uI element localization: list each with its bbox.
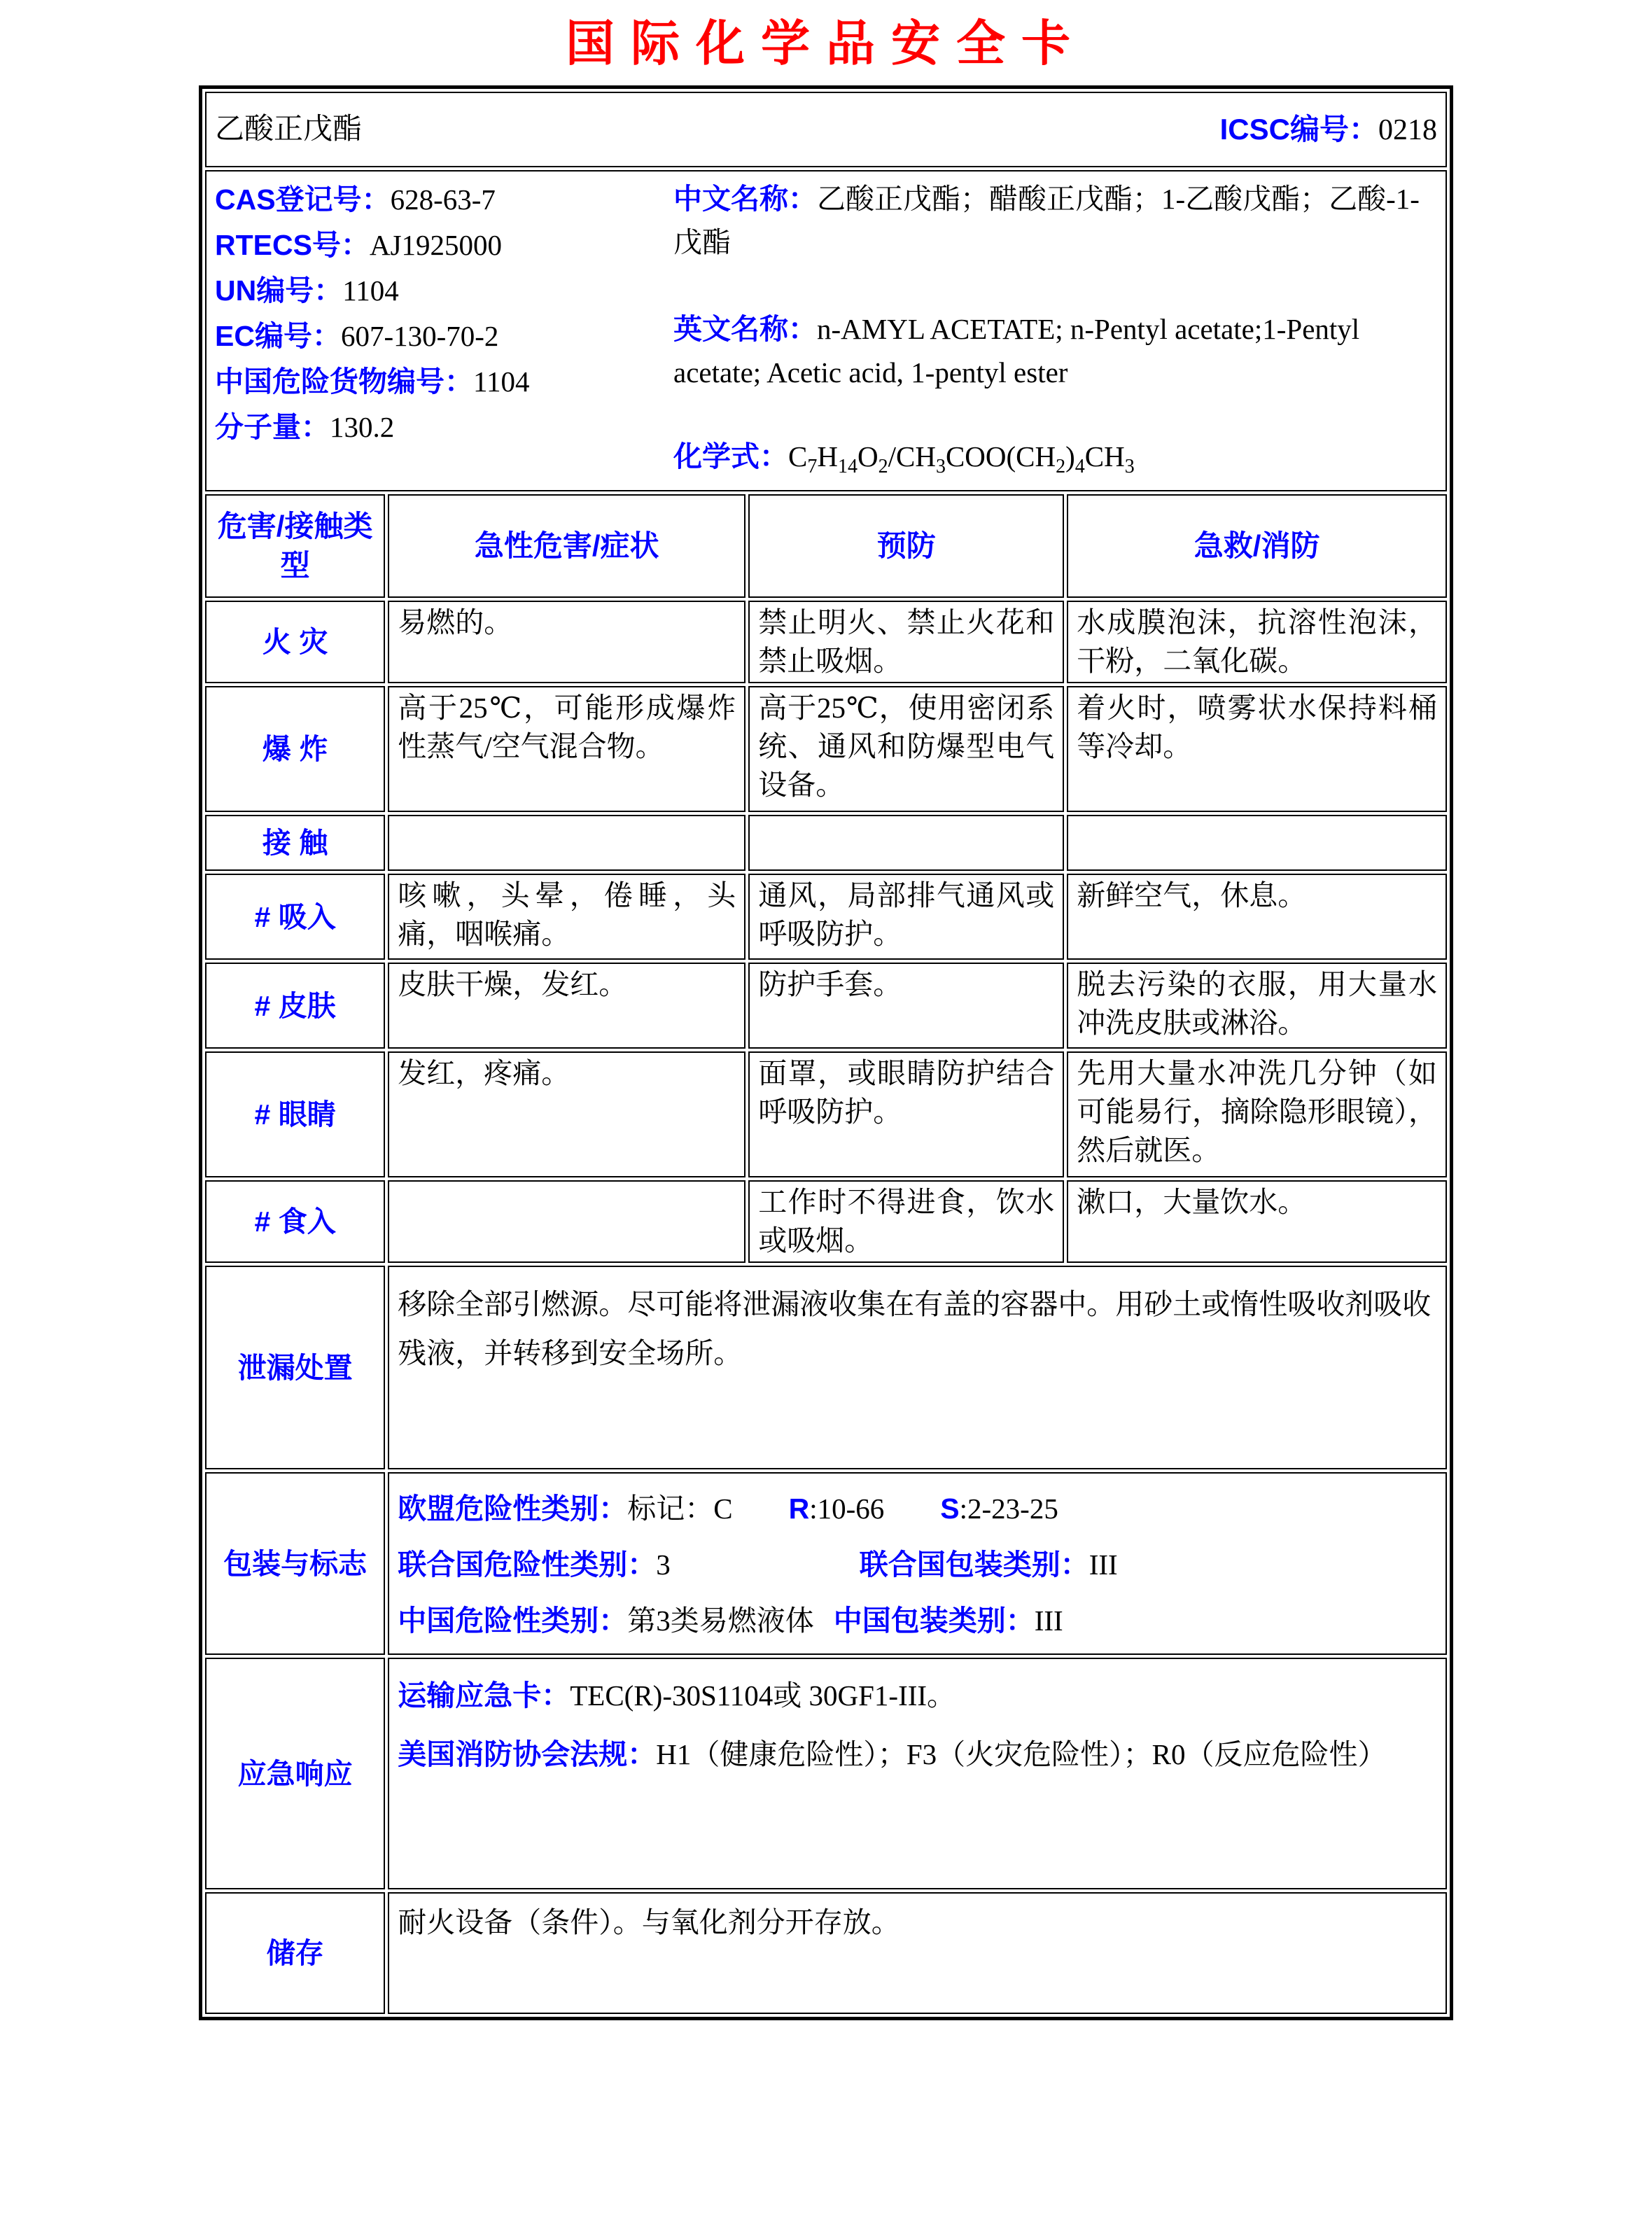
eu-hazard-class-line bbox=[398, 1481, 1437, 1537]
hazard-label-fire: 火 灾 bbox=[205, 601, 385, 683]
molecular-weight-label: 分子量： bbox=[215, 411, 330, 443]
skin-prevention-cell: 防护手套。 bbox=[748, 963, 1064, 1049]
skin-firstaid-cell: 脱去污染的衣服，用大量水冲洗皮肤或淋浴。 bbox=[1067, 963, 1447, 1049]
ingestion-symptoms-cell bbox=[388, 1180, 746, 1263]
section-label-spill: 泄漏处置 bbox=[205, 1266, 385, 1469]
chemical-formula: $C_7H_{14}O_2/CH_3COO(CH_2)_4CH_3$ bbox=[788, 440, 1135, 478]
spill-text: 移除全部引燃源。尽可能将泄漏液收集在有盖的容器中。用砂土或惰性吸收剂吸收残液，并转移到安全场所。 bbox=[398, 1288, 1432, 1370]
chinese-name-value: 乙酸正戊酯；醋酸正戊酯；1-乙酸戊酯；乙酸-1-戊酯 bbox=[673, 183, 1420, 258]
s-phrase-value: :2-23-25 bbox=[959, 1492, 1058, 1525]
eu-hazard-class-label: 欧盟危险性类别： bbox=[398, 1492, 628, 1525]
rtecs-number-line bbox=[215, 223, 673, 268]
inhalation-firstaid-cell: 新鲜空气，休息。 bbox=[1067, 874, 1447, 960]
hazard-row-inhalation bbox=[205, 874, 1447, 960]
contact-firstaid-cell bbox=[1067, 815, 1447, 871]
section-row-emergency bbox=[205, 1658, 1447, 1889]
fire-symptoms-cell: 易燃的。 bbox=[388, 601, 746, 683]
china-hazard-class-label: 中国危险性类别： bbox=[398, 1604, 628, 1637]
section-row-spill bbox=[205, 1266, 1447, 1469]
un-label: UN编号： bbox=[215, 274, 343, 307]
china-dg-value: 1104 bbox=[473, 365, 530, 398]
contact-symptoms-cell bbox=[388, 815, 746, 871]
registry-numbers-block bbox=[215, 177, 673, 491]
section-label-storage: 储存 bbox=[205, 1892, 385, 2014]
eyes-firstaid-cell: 先用大量水冲洗几分钟（如可能易行，摘除隐形眼镜），然后就医。 bbox=[1067, 1051, 1447, 1177]
chemical-name: 乙酸正戊酯 bbox=[215, 113, 363, 146]
hazard-row-skin bbox=[205, 963, 1447, 1049]
fire-prevention-cell: 禁止明火、禁止火花和禁止吸烟。 bbox=[748, 601, 1064, 683]
hazard-label-contact: 接 触 bbox=[205, 815, 385, 871]
page-title: 国际化学品安全卡 bbox=[566, 16, 1086, 71]
hazard-label-explosion: 爆 炸 bbox=[205, 686, 385, 812]
un-hazard-class-value: 3 bbox=[656, 1548, 671, 1581]
ingestion-firstaid-cell: 漱口，大量饮水。 bbox=[1067, 1180, 1447, 1263]
china-packing-group-label: 中国包装类别： bbox=[833, 1604, 1035, 1637]
chinese-name-line bbox=[673, 177, 1437, 264]
transport-emergency-card-value: TEC(R)-30S1104或 30GF1-III。 bbox=[570, 1679, 956, 1712]
un-packing-group-value: III bbox=[1088, 1548, 1118, 1581]
hazard-row-fire bbox=[205, 601, 1447, 683]
eu-mark-value: 标记：C bbox=[627, 1492, 733, 1525]
nfpa-code-line bbox=[398, 1725, 1437, 1784]
hazard-row-ingestion bbox=[205, 1180, 1447, 1263]
china-dg-number-line bbox=[215, 359, 673, 405]
identifiers-cell bbox=[205, 170, 1447, 491]
hazard-label-ingestion: # 食入 bbox=[205, 1180, 385, 1263]
transport-emergency-card-label: 运输应急卡： bbox=[398, 1679, 570, 1712]
hazard-label-skin: # 皮肤 bbox=[205, 963, 385, 1049]
un-hazard-class-label: 联合国危险性类别： bbox=[398, 1548, 657, 1581]
rtecs-value: AJ1925000 bbox=[369, 229, 503, 261]
col-header-firstaid: 急救/消防 bbox=[1067, 494, 1447, 598]
col-header-prevention: 预防 bbox=[748, 494, 1064, 598]
eyes-symptoms-cell: 发红，疼痛。 bbox=[388, 1051, 746, 1177]
packaging-content-cell bbox=[388, 1472, 1447, 1655]
china-packing-group-value: III bbox=[1034, 1604, 1063, 1637]
icsc-card-table bbox=[199, 85, 1453, 2020]
english-name-label: 英文名称： bbox=[673, 313, 817, 345]
cas-label: CAS登记号： bbox=[215, 183, 391, 216]
china-hazard-class-value: 第3类易燃液体 bbox=[627, 1604, 814, 1637]
transport-emergency-card-line bbox=[398, 1666, 1437, 1725]
china-class-line bbox=[398, 1593, 1437, 1649]
explosion-symptoms-cell: 高于25℃，可能形成爆炸性蒸气/空气混合物。 bbox=[388, 686, 746, 812]
storage-text: 耐火设备（条件）。与氧化剂分开存放。 bbox=[398, 1906, 900, 1939]
s-phrase-label: S bbox=[940, 1492, 960, 1525]
molecular-weight-line bbox=[215, 405, 673, 450]
contact-prevention-cell bbox=[748, 815, 1064, 871]
section-label-packaging: 包装与标志 bbox=[205, 1472, 385, 1655]
col-header-symptoms: 急性危害/症状 bbox=[388, 494, 746, 598]
english-name-line bbox=[673, 307, 1437, 394]
section-row-storage bbox=[205, 1892, 1447, 2014]
ec-number-line bbox=[215, 314, 673, 359]
storage-content-cell bbox=[388, 1892, 1447, 2014]
hazard-row-explosion bbox=[205, 686, 1447, 812]
spill-content-cell bbox=[388, 1266, 1447, 1469]
col-header-hazard-type: 危害/接触类型 bbox=[205, 494, 385, 598]
r-phrase-value: :10-66 bbox=[809, 1492, 885, 1525]
cas-value: 628-63-7 bbox=[390, 183, 496, 216]
ec-label: EC编号： bbox=[215, 320, 341, 352]
icsc-number-value: 0218 bbox=[1378, 113, 1437, 146]
un-packing-group-label: 联合国包装类别： bbox=[859, 1548, 1089, 1581]
emergency-content-cell bbox=[388, 1658, 1447, 1889]
nfpa-code-value: H1（健康危险性）；F3（火灾危险性）；R0（反应危险性） bbox=[656, 1738, 1387, 1771]
nfpa-code-label: 美国消防协会法规： bbox=[398, 1738, 657, 1771]
name-header-cell bbox=[205, 92, 1447, 167]
chinese-name-label: 中文名称： bbox=[673, 183, 817, 215]
section-label-emergency: 应急响应 bbox=[205, 1658, 385, 1889]
eyes-prevention-cell: 面罩，或眼睛防护结合呼吸防护。 bbox=[748, 1051, 1064, 1177]
explosion-firstaid-cell: 着火时，喷雾状水保持料桶等冷却。 bbox=[1067, 686, 1447, 812]
ingestion-prevention-cell: 工作时不得进食，饮水或吸烟。 bbox=[748, 1180, 1064, 1263]
chemical-names-block bbox=[673, 177, 1437, 491]
explosion-prevention-cell: 高于25℃，使用密闭系统、通风和防爆型电气设备。 bbox=[748, 686, 1064, 812]
hazard-label-inhalation: # 吸入 bbox=[205, 874, 385, 960]
molecular-weight-value: 130.2 bbox=[330, 411, 395, 443]
section-row-packaging bbox=[205, 1472, 1447, 1655]
r-phrase-label: R bbox=[788, 1492, 810, 1525]
hazard-label-eyes: # 眼睛 bbox=[205, 1051, 385, 1177]
hazard-row-contact bbox=[205, 815, 1447, 871]
un-number-line bbox=[215, 268, 673, 314]
hazard-row-eyes bbox=[205, 1051, 1447, 1177]
fire-firstaid-cell: 水成膜泡沫，抗溶性泡沫，干粉，二氧化碳。 bbox=[1067, 601, 1447, 683]
un-class-line bbox=[398, 1537, 1437, 1593]
china-dg-label: 中国危险货物编号： bbox=[215, 365, 473, 398]
cas-number-line bbox=[215, 177, 673, 223]
inhalation-prevention-cell: 通风，局部排气通风或呼吸防护。 bbox=[748, 874, 1064, 960]
formula-line bbox=[673, 435, 1437, 489]
icsc-number-label: ICSC编号： bbox=[1219, 112, 1378, 146]
un-value: 1104 bbox=[342, 274, 399, 307]
skin-symptoms-cell: 皮肤干燥，发红。 bbox=[388, 963, 746, 1049]
english-name-value: n-AMYL ACETATE; n-Pentyl acetate;1-Pentyl acetate; Acetic acid, 1-pentyl ester bbox=[673, 313, 1360, 389]
inhalation-symptoms-cell: 咳嗽，头晕，倦睡，头痛，咽喉痛。 bbox=[388, 874, 746, 960]
ec-value: 607-130-70-2 bbox=[340, 320, 499, 352]
formula-label: 化学式： bbox=[673, 440, 788, 473]
rtecs-label: RTECS号： bbox=[215, 229, 370, 261]
